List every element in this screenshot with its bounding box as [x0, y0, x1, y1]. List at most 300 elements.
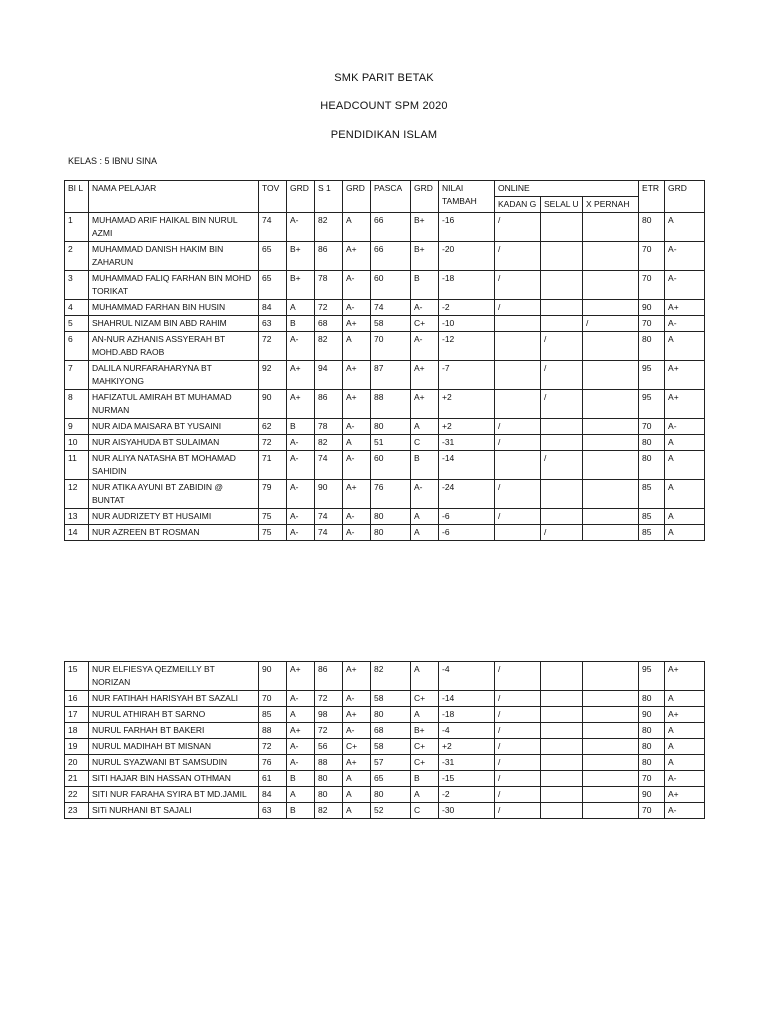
cell-kadang [495, 332, 541, 361]
cell-selalu: / [541, 332, 583, 361]
cell-grd-tov: A+ [287, 390, 315, 419]
cell-kadang: / [495, 213, 541, 242]
headcount-table-2 [64, 661, 705, 819]
cell-nilai-tambah: -2 [439, 300, 495, 316]
cell-nilai-tambah: +2 [439, 390, 495, 419]
cell-etr: 90 [639, 707, 665, 723]
table-row [65, 691, 705, 707]
col-selalu: SELAL U [541, 197, 583, 213]
cell-bil: 17 [65, 707, 89, 723]
school-title: SMK PARIT BETAK [334, 72, 434, 84]
subject-title: PENDIDIKAN ISLAM [330, 129, 438, 141]
cell-selalu [541, 435, 583, 451]
cell-tov: 62 [259, 419, 287, 435]
cell-grd-s1: A+ [343, 242, 371, 271]
cell-nama: SITI NUR FARAHA SYIRA BT MD.JAMIL [89, 787, 259, 803]
col-grd-etr: GRD [665, 181, 705, 213]
cell-nilai-tambah: -10 [439, 316, 495, 332]
cell-tov: 72 [259, 435, 287, 451]
col-s1: S 1 [315, 181, 343, 213]
cell-kadang: / [495, 419, 541, 435]
cell-pasca: 60 [371, 451, 411, 480]
cell-selalu [541, 213, 583, 242]
cell-nilai-tambah: -31 [439, 755, 495, 771]
col-kadang: KADAN G [495, 197, 541, 213]
cell-bil: 20 [65, 755, 89, 771]
cell-s1: 72 [315, 300, 343, 316]
cell-s1: 74 [315, 525, 343, 541]
cell-pasca: 52 [371, 803, 411, 819]
cell-xpernah [583, 332, 639, 361]
cell-grd-etr: A+ [665, 300, 705, 316]
cell-selalu: / [541, 390, 583, 419]
col-xpernah: X PERNAH [583, 197, 639, 213]
cell-nilai-tambah: -20 [439, 242, 495, 271]
table-row [65, 332, 705, 361]
cell-selalu [541, 480, 583, 509]
table-row [65, 771, 705, 787]
cell-nilai-tambah: -6 [439, 509, 495, 525]
table-row [65, 480, 705, 509]
cell-grd-etr: A+ [665, 707, 705, 723]
cell-grd-tov: A [287, 300, 315, 316]
cell-grd-etr: A- [665, 316, 705, 332]
cell-nilai-tambah: -18 [439, 271, 495, 300]
cell-grd-pasca: C [411, 435, 439, 451]
cell-xpernah [583, 451, 639, 480]
cell-selalu [541, 316, 583, 332]
cell-xpernah [583, 723, 639, 739]
cell-grd-s1: A- [343, 271, 371, 300]
cell-nama: MUHAMMAD DANISH HAKIM BIN ZAHARUN [89, 242, 259, 271]
cell-grd-pasca: B+ [411, 723, 439, 739]
cell-grd-pasca: C [411, 803, 439, 819]
cell-kadang: / [495, 723, 541, 739]
table-row [65, 361, 705, 390]
cell-pasca: 57 [371, 755, 411, 771]
cell-etr: 80 [639, 739, 665, 755]
cell-bil: 23 [65, 803, 89, 819]
table-row [65, 451, 705, 480]
cell-grd-s1: A [343, 213, 371, 242]
cell-bil: 2 [65, 242, 89, 271]
cell-grd-s1: A+ [343, 662, 371, 691]
cell-grd-pasca: B [411, 271, 439, 300]
cell-etr: 85 [639, 525, 665, 541]
cell-etr: 70 [639, 271, 665, 300]
cell-grd-tov: A- [287, 525, 315, 541]
cell-nama: NUR AISYAHUDA BT SULAIMAN [89, 435, 259, 451]
cell-xpernah [583, 803, 639, 819]
cell-kadang: / [495, 480, 541, 509]
table-row [65, 787, 705, 803]
cell-etr: 80 [639, 691, 665, 707]
table-row [65, 662, 705, 691]
cell-nama: NURUL MADIHAH BT MISNAN [89, 739, 259, 755]
cell-pasca: 76 [371, 480, 411, 509]
cell-kadang [495, 451, 541, 480]
cell-selalu [541, 419, 583, 435]
cell-nilai-tambah: -14 [439, 691, 495, 707]
cell-pasca: 58 [371, 316, 411, 332]
cell-grd-tov: B+ [287, 242, 315, 271]
cell-nilai-tambah: -16 [439, 213, 495, 242]
cell-pasca: 80 [371, 707, 411, 723]
cell-grd-s1: A- [343, 525, 371, 541]
cell-bil: 22 [65, 787, 89, 803]
cell-grd-tov: A- [287, 213, 315, 242]
cell-tov: 90 [259, 662, 287, 691]
cell-grd-tov: A- [287, 451, 315, 480]
table-row [65, 419, 705, 435]
cell-nama: AN-NUR AZHANIS ASSYERAH BT MOHD.ABD RAOB [89, 332, 259, 361]
cell-grd-etr: A [665, 509, 705, 525]
cell-kadang [495, 361, 541, 390]
cell-bil: 21 [65, 771, 89, 787]
cell-etr: 70 [639, 316, 665, 332]
cell-s1: 78 [315, 419, 343, 435]
table-row [65, 755, 705, 771]
cell-grd-s1: A [343, 787, 371, 803]
cell-pasca: 68 [371, 723, 411, 739]
table-row [65, 242, 705, 271]
cell-s1: 90 [315, 480, 343, 509]
cell-xpernah [583, 300, 639, 316]
cell-nama: NURUL FARHAH BT BAKERI [89, 723, 259, 739]
cell-nilai-tambah: -6 [439, 525, 495, 541]
cell-kadang: / [495, 242, 541, 271]
cell-kadang: / [495, 787, 541, 803]
cell-xpernah [583, 755, 639, 771]
cell-s1: 82 [315, 435, 343, 451]
cell-grd-s1: A+ [343, 480, 371, 509]
cell-etr: 80 [639, 332, 665, 361]
cell-s1: 88 [315, 755, 343, 771]
cell-nilai-tambah: -30 [439, 803, 495, 819]
cell-s1: 86 [315, 390, 343, 419]
cell-nama: DALILA NURFARAHARYNA BT MAHKIYONG [89, 361, 259, 390]
cell-grd-tov: A [287, 707, 315, 723]
cell-nilai-tambah: +2 [439, 419, 495, 435]
cell-bil: 4 [65, 300, 89, 316]
cell-nama: SHAHRUL NIZAM BIN ABD RAHIM [89, 316, 259, 332]
cell-selalu [541, 771, 583, 787]
col-nilai-tambah: NILAI TAMBAH [439, 181, 495, 213]
cell-grd-pasca: A- [411, 332, 439, 361]
cell-grd-tov: A+ [287, 723, 315, 739]
cell-etr: 70 [639, 419, 665, 435]
cell-selalu [541, 803, 583, 819]
cell-bil: 18 [65, 723, 89, 739]
cell-grd-tov: A [287, 787, 315, 803]
cell-tov: 70 [259, 691, 287, 707]
cell-grd-tov: B [287, 316, 315, 332]
cell-tov: 75 [259, 509, 287, 525]
cell-s1: 82 [315, 803, 343, 819]
cell-selalu [541, 723, 583, 739]
cell-grd-pasca: A [411, 707, 439, 723]
col-pasca: PASCA [371, 181, 411, 213]
cell-pasca: 80 [371, 509, 411, 525]
class-label: KELAS : 5 IBNU SINA [68, 156, 158, 166]
cell-grd-etr: A [665, 723, 705, 739]
cell-grd-etr: A [665, 332, 705, 361]
cell-pasca: 58 [371, 739, 411, 755]
cell-kadang: / [495, 300, 541, 316]
cell-grd-pasca: A- [411, 480, 439, 509]
cell-xpernah [583, 509, 639, 525]
cell-etr: 70 [639, 242, 665, 271]
cell-tov: 74 [259, 213, 287, 242]
cell-nilai-tambah: -7 [439, 361, 495, 390]
cell-grd-pasca: A [411, 509, 439, 525]
cell-selalu [541, 242, 583, 271]
cell-kadang [495, 390, 541, 419]
cell-kadang: / [495, 771, 541, 787]
cell-nama: NURUL ATHIRAH BT SARNO [89, 707, 259, 723]
col-grd-tov: GRD [287, 181, 315, 213]
cell-bil: 9 [65, 419, 89, 435]
cell-selalu: / [541, 361, 583, 390]
cell-grd-tov: A- [287, 509, 315, 525]
cell-grd-s1: A+ [343, 390, 371, 419]
cell-grd-s1: A- [343, 509, 371, 525]
cell-grd-tov: A- [287, 739, 315, 755]
cell-grd-etr: A+ [665, 390, 705, 419]
cell-grd-etr: A- [665, 271, 705, 300]
cell-tov: 63 [259, 803, 287, 819]
cell-pasca: 80 [371, 419, 411, 435]
cell-kadang: / [495, 707, 541, 723]
cell-kadang: / [495, 435, 541, 451]
cell-pasca: 66 [371, 242, 411, 271]
headcount-title: HEADCOUNT SPM 2020 [320, 100, 448, 112]
table-row [65, 435, 705, 451]
cell-etr: 90 [639, 300, 665, 316]
cell-grd-s1: A+ [343, 316, 371, 332]
table-row [65, 300, 705, 316]
cell-bil: 10 [65, 435, 89, 451]
cell-grd-etr: A [665, 525, 705, 541]
cell-tov: 85 [259, 707, 287, 723]
cell-bil: 8 [65, 390, 89, 419]
cell-kadang: / [495, 271, 541, 300]
table-row [65, 271, 705, 300]
cell-tov: 72 [259, 332, 287, 361]
cell-grd-pasca: C+ [411, 691, 439, 707]
cell-tov: 84 [259, 787, 287, 803]
cell-xpernah [583, 242, 639, 271]
cell-tov: 84 [259, 300, 287, 316]
cell-grd-pasca: A [411, 787, 439, 803]
cell-nilai-tambah: -4 [439, 723, 495, 739]
cell-tov: 61 [259, 771, 287, 787]
cell-grd-etr: A [665, 739, 705, 755]
cell-grd-etr: A+ [665, 662, 705, 691]
cell-xpernah [583, 707, 639, 723]
cell-selalu [541, 755, 583, 771]
col-etr: ETR [639, 181, 665, 213]
cell-xpernah [583, 480, 639, 509]
cell-bil: 3 [65, 271, 89, 300]
cell-grd-s1: A [343, 771, 371, 787]
cell-grd-s1: A- [343, 723, 371, 739]
cell-grd-s1: A- [343, 691, 371, 707]
cell-s1: 82 [315, 213, 343, 242]
cell-grd-tov: A- [287, 755, 315, 771]
cell-tov: 75 [259, 525, 287, 541]
cell-bil: 19 [65, 739, 89, 755]
cell-grd-pasca: A+ [411, 390, 439, 419]
cell-selalu [541, 509, 583, 525]
cell-kadang: / [495, 691, 541, 707]
cell-pasca: 74 [371, 300, 411, 316]
cell-s1: 94 [315, 361, 343, 390]
cell-nama: NUR AUDRIZETY BT HUSAIMI [89, 509, 259, 525]
cell-etr: 70 [639, 803, 665, 819]
cell-grd-s1: A+ [343, 361, 371, 390]
table-row [65, 316, 705, 332]
cell-nilai-tambah: -12 [439, 332, 495, 361]
cell-pasca: 80 [371, 787, 411, 803]
cell-tov: 88 [259, 723, 287, 739]
cell-s1: 74 [315, 509, 343, 525]
cell-etr: 80 [639, 723, 665, 739]
cell-bil: 1 [65, 213, 89, 242]
cell-grd-tov: B [287, 771, 315, 787]
table-row [65, 390, 705, 419]
cell-grd-tov: A- [287, 480, 315, 509]
cell-bil: 6 [65, 332, 89, 361]
cell-grd-etr: A- [665, 419, 705, 435]
cell-bil: 7 [65, 361, 89, 390]
cell-grd-etr: A [665, 213, 705, 242]
cell-grd-etr: A+ [665, 361, 705, 390]
cell-grd-tov: A- [287, 691, 315, 707]
cell-nilai-tambah: -31 [439, 435, 495, 451]
cell-nilai-tambah: -18 [439, 707, 495, 723]
cell-tov: 90 [259, 390, 287, 419]
cell-kadang: / [495, 509, 541, 525]
cell-grd-pasca: B [411, 451, 439, 480]
cell-nama: NUR ELFIESYA QEZMEILLY BT NORIZAN [89, 662, 259, 691]
cell-kadang [495, 525, 541, 541]
cell-nama: SITi NURHANI BT SAJALI [89, 803, 259, 819]
cell-grd-s1: A [343, 803, 371, 819]
cell-nilai-tambah: -15 [439, 771, 495, 787]
cell-xpernah: / [583, 316, 639, 332]
cell-grd-pasca: A [411, 662, 439, 691]
cell-tov: 65 [259, 242, 287, 271]
cell-grd-tov: A- [287, 435, 315, 451]
cell-grd-etr: A- [665, 803, 705, 819]
cell-grd-pasca: B+ [411, 213, 439, 242]
cell-tov: 72 [259, 739, 287, 755]
cell-grd-tov: A+ [287, 662, 315, 691]
cell-grd-s1: A- [343, 300, 371, 316]
cell-grd-pasca: A [411, 419, 439, 435]
cell-selalu: / [541, 525, 583, 541]
cell-xpernah [583, 271, 639, 300]
cell-grd-s1: A+ [343, 755, 371, 771]
table-row [65, 707, 705, 723]
headcount-table-1 [64, 180, 705, 541]
col-online: ONLINE [495, 181, 639, 197]
cell-grd-pasca: C+ [411, 755, 439, 771]
cell-s1: 78 [315, 271, 343, 300]
cell-etr: 95 [639, 662, 665, 691]
cell-pasca: 87 [371, 361, 411, 390]
cell-nama: HAFIZATUL AMIRAH BT MUHAMAD NURMAN [89, 390, 259, 419]
cell-kadang: / [495, 803, 541, 819]
cell-grd-s1: A- [343, 419, 371, 435]
col-tov: TOV [259, 181, 287, 213]
cell-selalu [541, 707, 583, 723]
cell-xpernah [583, 435, 639, 451]
cell-s1: 72 [315, 691, 343, 707]
cell-tov: 76 [259, 755, 287, 771]
table-row [65, 739, 705, 755]
cell-xpernah [583, 691, 639, 707]
cell-grd-s1: A- [343, 451, 371, 480]
cell-s1: 56 [315, 739, 343, 755]
cell-s1: 98 [315, 707, 343, 723]
cell-tov: 63 [259, 316, 287, 332]
table-row [65, 213, 705, 242]
cell-selalu [541, 739, 583, 755]
cell-nama: NUR FATIHAH HARISYAH BT SAZALI [89, 691, 259, 707]
cell-grd-tov: A- [287, 332, 315, 361]
cell-nama: NUR ATIKA AYUNI BT ZABIDIN @ BUNTAT [89, 480, 259, 509]
col-nama: NAMA PELAJAR [89, 181, 259, 213]
cell-bil: 13 [65, 509, 89, 525]
cell-s1: 86 [315, 662, 343, 691]
cell-nama: NUR AIDA MAISARA BT YUSAINI [89, 419, 259, 435]
cell-tov: 71 [259, 451, 287, 480]
cell-s1: 68 [315, 316, 343, 332]
cell-bil: 16 [65, 691, 89, 707]
cell-xpernah [583, 213, 639, 242]
cell-pasca: 60 [371, 271, 411, 300]
col-grd-pasca: GRD [411, 181, 439, 213]
cell-xpernah [583, 525, 639, 541]
cell-pasca: 80 [371, 525, 411, 541]
cell-nama: NUR AZREEN BT ROSMAN [89, 525, 259, 541]
cell-selalu [541, 662, 583, 691]
cell-xpernah [583, 787, 639, 803]
cell-bil: 5 [65, 316, 89, 332]
cell-grd-pasca: B+ [411, 242, 439, 271]
cell-pasca: 82 [371, 662, 411, 691]
cell-nilai-tambah: -14 [439, 451, 495, 480]
cell-pasca: 70 [371, 332, 411, 361]
cell-grd-etr: A [665, 691, 705, 707]
cell-nama: MUHAMMAD FARHAN BIN HUSIN [89, 300, 259, 316]
cell-xpernah [583, 771, 639, 787]
cell-grd-tov: B [287, 803, 315, 819]
cell-grd-etr: A- [665, 242, 705, 271]
cell-nilai-tambah: -2 [439, 787, 495, 803]
cell-etr: 80 [639, 755, 665, 771]
cell-tov: 79 [259, 480, 287, 509]
cell-s1: 72 [315, 723, 343, 739]
cell-grd-etr: A [665, 480, 705, 509]
cell-etr: 95 [639, 390, 665, 419]
cell-grd-etr: A [665, 435, 705, 451]
cell-nama: NURUL SYAZWANI BT SAMSUDIN [89, 755, 259, 771]
cell-xpernah [583, 739, 639, 755]
cell-grd-tov: B+ [287, 271, 315, 300]
